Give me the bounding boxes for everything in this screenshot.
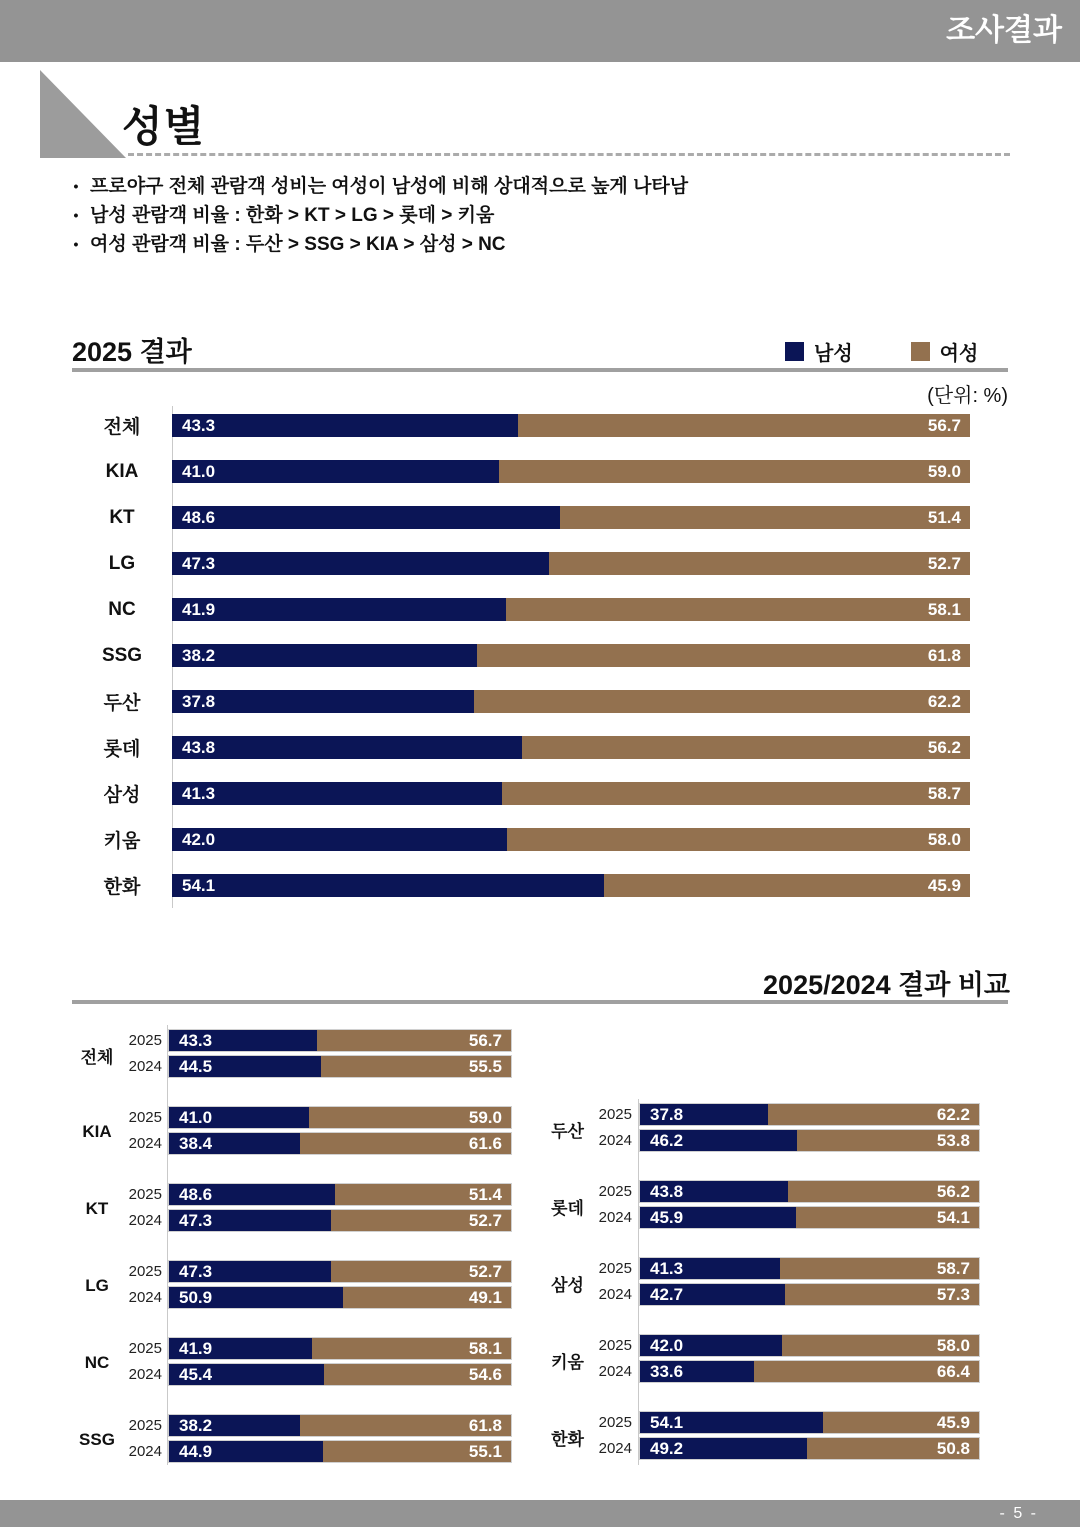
comparison-group-rows — [122, 1260, 512, 1312]
legend-item-male — [785, 337, 853, 366]
male-value: 41.3 — [650, 1258, 684, 1278]
male-segment — [169, 1415, 300, 1436]
female-segment — [788, 1181, 979, 1202]
female-value: 61.8 — [927, 645, 961, 665]
female-segment — [604, 874, 970, 897]
female-segment — [807, 1438, 979, 1459]
section-title: 성별 — [122, 103, 206, 150]
male-segment — [640, 1361, 754, 1382]
female-segment — [785, 1284, 979, 1305]
male-value: 41.0 — [182, 461, 216, 481]
comparison-row — [590, 1360, 980, 1383]
comparison-group-rows — [122, 1337, 512, 1389]
year-label: 2025 — [128, 1186, 162, 1203]
chart-legend — [785, 337, 978, 366]
male-value: 44.5 — [179, 1056, 213, 1076]
year-label: 2025 — [128, 1109, 162, 1126]
comparison-column-right — [545, 1103, 980, 1488]
comparison-group-rows — [122, 1106, 512, 1158]
stacked-bar — [172, 782, 970, 805]
bullet-dot: • — [73, 207, 79, 223]
female-segment — [754, 1361, 979, 1382]
female-value: 62.2 — [936, 1104, 970, 1124]
bullet-item — [62, 230, 962, 259]
female-value: 56.2 — [927, 737, 961, 757]
male-segment — [640, 1438, 807, 1459]
female-value: 52.7 — [468, 1210, 502, 1230]
male-value: 41.9 — [182, 599, 216, 619]
male-value: 43.3 — [179, 1030, 213, 1050]
male-value: 42.7 — [650, 1284, 684, 1304]
team-label: 삼성 — [103, 785, 141, 806]
female-value: 56.7 — [468, 1030, 502, 1050]
male-value: 44.9 — [179, 1441, 213, 1461]
comparison-title: 2025/2024 결과 비교 — [763, 970, 1010, 1000]
comparison-row — [590, 1437, 980, 1460]
male-segment — [172, 782, 502, 805]
stacked-bar — [172, 874, 970, 897]
comparison-row — [122, 1183, 512, 1206]
male-segment — [640, 1207, 796, 1228]
comparison-row — [122, 1440, 512, 1463]
comparison-group — [72, 1106, 512, 1158]
male-value: 43.8 — [182, 737, 216, 757]
title-triangle-decoration — [40, 70, 126, 158]
stacked-bar — [639, 1257, 980, 1280]
stacked-bar — [172, 506, 970, 529]
female-value: 55.1 — [468, 1441, 502, 1461]
female-value: 45.9 — [936, 1412, 970, 1432]
year-label: 2025 — [128, 1032, 162, 1049]
male-segment — [169, 1056, 321, 1077]
comparison-group-rows — [590, 1180, 980, 1232]
male-value: 48.6 — [179, 1184, 213, 1204]
female-segment — [317, 1030, 511, 1051]
female-value: 52.7 — [927, 553, 961, 573]
female-value: 66.4 — [936, 1361, 970, 1381]
comparison-group — [545, 1180, 980, 1232]
year-label: 2025 — [128, 1417, 162, 1434]
female-segment — [796, 1207, 979, 1228]
comparison-row — [590, 1129, 980, 1152]
male-value: 37.8 — [182, 691, 216, 711]
female-value: 57.3 — [936, 1284, 970, 1304]
comparison-group-rows — [590, 1103, 980, 1155]
year-label: 2024 — [128, 1366, 162, 1383]
team-label: KIA — [82, 1122, 112, 1141]
female-segment — [321, 1056, 511, 1077]
male-segment — [172, 552, 549, 575]
stacked-bar — [168, 1029, 512, 1052]
comparison-row — [122, 1260, 512, 1283]
female-segment — [331, 1261, 511, 1282]
stacked-bar — [172, 414, 970, 437]
male-value: 49.2 — [650, 1438, 684, 1458]
chart-2025-title: 2025 결과 — [72, 337, 192, 367]
male-segment — [169, 1338, 312, 1359]
female-segment — [309, 1107, 511, 1128]
stacked-bar — [639, 1411, 980, 1434]
female-value: 50.8 — [936, 1438, 970, 1458]
male-segment — [169, 1441, 323, 1462]
stacked-bar — [168, 1440, 512, 1463]
female-segment — [343, 1287, 511, 1308]
unit-note: (단위: %) — [927, 385, 1008, 407]
comparison-group — [72, 1337, 512, 1389]
comparison-group-rows — [590, 1334, 980, 1386]
female-value: 52.7 — [468, 1261, 502, 1281]
comparison-group-rows — [122, 1414, 512, 1466]
male-value: 43.3 — [182, 415, 216, 435]
female-value: 58.0 — [927, 829, 961, 849]
female-value: 49.1 — [468, 1287, 502, 1307]
female-segment — [323, 1441, 511, 1462]
year-label: 2024 — [128, 1443, 162, 1460]
male-value: 41.3 — [182, 783, 216, 803]
male-value: 33.6 — [650, 1361, 684, 1381]
female-segment — [797, 1130, 979, 1151]
year-label: 2024 — [128, 1058, 162, 1075]
male-value: 38.4 — [179, 1133, 213, 1153]
year-label: 2024 — [598, 1209, 632, 1226]
comparison-group — [545, 1257, 980, 1309]
male-segment — [640, 1335, 782, 1356]
bullet-text: 프로야구 전체 관람객 성비는 여성이 남성에 비해 상대적으로 높게 나타남 — [90, 176, 689, 197]
stacked-bar — [172, 690, 970, 713]
female-value: 59.0 — [927, 461, 961, 481]
legend-male-label: 남성 — [814, 343, 853, 365]
chart-row — [72, 690, 970, 713]
male-segment — [169, 1133, 300, 1154]
comparison-row — [590, 1283, 980, 1306]
comparison-group-rows — [590, 1257, 980, 1309]
male-segment — [169, 1364, 324, 1385]
comparison-divider — [72, 1000, 1008, 1004]
comparison-group — [72, 1414, 512, 1466]
male-segment — [640, 1130, 797, 1151]
year-label: 2025 — [598, 1414, 632, 1431]
male-segment — [640, 1412, 823, 1433]
female-segment — [549, 552, 970, 575]
comparison-row — [122, 1363, 512, 1386]
year-label: 2025 — [598, 1260, 632, 1277]
stacked-bar — [168, 1286, 512, 1309]
team-label: 두산 — [551, 1121, 584, 1141]
title-dashed-divider — [128, 153, 1010, 156]
comparison-row — [122, 1132, 512, 1155]
chart-2025-divider — [72, 368, 1008, 372]
stacked-bar — [639, 1437, 980, 1460]
team-label: KT — [85, 1199, 109, 1218]
female-segment — [560, 506, 970, 529]
chart-row — [72, 414, 970, 437]
chart-row — [72, 598, 970, 621]
year-label: 2024 — [128, 1289, 162, 1306]
team-label: SSG — [101, 644, 143, 666]
year-label: 2025 — [128, 1340, 162, 1357]
legend-item-female — [911, 337, 979, 366]
male-value: 42.0 — [650, 1335, 684, 1355]
male-segment — [640, 1181, 788, 1202]
female-value: 45.9 — [927, 875, 961, 895]
year-label: 2025 — [598, 1337, 632, 1354]
stacked-bar — [172, 460, 970, 483]
comparison-row — [590, 1334, 980, 1357]
year-label: 2024 — [598, 1363, 632, 1380]
top-banner — [0, 0, 1080, 62]
chart-row — [72, 782, 970, 805]
male-segment — [172, 874, 604, 897]
stacked-bar — [639, 1180, 980, 1203]
comparison-group — [72, 1029, 512, 1081]
bullet-dot: • — [73, 178, 79, 194]
male-segment — [640, 1284, 785, 1305]
female-value: 58.1 — [468, 1338, 502, 1358]
male-value: 47.3 — [182, 553, 216, 573]
male-segment — [169, 1107, 309, 1128]
male-segment — [640, 1104, 768, 1125]
female-segment — [502, 782, 970, 805]
female-segment — [780, 1258, 979, 1279]
male-segment — [172, 414, 518, 437]
comparison-group — [72, 1260, 512, 1312]
female-segment — [782, 1335, 979, 1356]
stacked-bar — [168, 1363, 512, 1386]
female-segment — [518, 414, 970, 437]
team-label: 삼성 — [551, 1275, 584, 1295]
team-label: KT — [109, 506, 135, 528]
male-value: 38.2 — [182, 645, 216, 665]
male-segment — [640, 1258, 780, 1279]
comparison-group-rows — [122, 1029, 512, 1081]
male-segment — [169, 1287, 343, 1308]
female-segment — [474, 690, 970, 713]
male-value: 50.9 — [179, 1287, 213, 1307]
year-label: 2024 — [128, 1212, 162, 1229]
team-label: KIA — [105, 460, 139, 482]
stacked-bar — [639, 1283, 980, 1306]
stacked-bar — [639, 1129, 980, 1152]
comparison-row — [122, 1106, 512, 1129]
summary-bullets — [62, 172, 962, 259]
comparison-row — [122, 1055, 512, 1078]
stacked-bar — [172, 598, 970, 621]
year-label: 2024 — [598, 1440, 632, 1457]
team-label: NC — [108, 598, 136, 620]
comparison-group — [545, 1411, 980, 1463]
female-value: 51.4 — [468, 1184, 502, 1204]
team-label: SSG — [79, 1430, 115, 1449]
stacked-bar — [639, 1206, 980, 1229]
comparison-row — [590, 1411, 980, 1434]
female-segment — [477, 644, 970, 667]
male-value: 37.8 — [650, 1104, 684, 1124]
comparison-row — [122, 1209, 512, 1232]
stacked-bar — [168, 1055, 512, 1078]
comparison-row — [122, 1337, 512, 1360]
page-number: - 5 - — [999, 1505, 1038, 1522]
stacked-bar — [172, 736, 970, 759]
page-footer — [0, 1500, 1080, 1527]
female-value: 62.2 — [927, 691, 961, 711]
female-segment — [335, 1184, 511, 1205]
male-value: 45.4 — [179, 1364, 213, 1384]
stacked-bar — [639, 1103, 980, 1126]
team-label: LG — [85, 1276, 109, 1295]
male-segment — [172, 506, 560, 529]
female-segment — [300, 1415, 511, 1436]
male-value: 54.1 — [650, 1412, 684, 1432]
stacked-bar — [168, 1260, 512, 1283]
male-value: 46.2 — [650, 1130, 684, 1150]
male-segment — [172, 690, 474, 713]
team-label: 롯데 — [551, 1198, 584, 1218]
team-label: 전체 — [103, 417, 141, 438]
team-label: 두산 — [103, 693, 141, 714]
team-label: 키움 — [103, 831, 141, 852]
comparison-group — [545, 1334, 980, 1386]
bullet-text: 여성 관람객 비율 : 두산 > SSG > KIA > 삼성 > NC — [90, 234, 506, 255]
comparison-row — [590, 1103, 980, 1126]
legend-female-label: 여성 — [939, 343, 979, 365]
female-value: 55.5 — [468, 1056, 502, 1076]
female-value: 54.6 — [468, 1364, 502, 1384]
comparison-row — [122, 1029, 512, 1052]
team-label: 한화 — [103, 877, 141, 898]
male-value: 43.8 — [650, 1181, 684, 1201]
chart-row — [72, 460, 970, 483]
team-label: 키움 — [551, 1352, 584, 1372]
female-segment — [331, 1210, 511, 1231]
male-segment — [169, 1261, 331, 1282]
year-label: 2025 — [128, 1263, 162, 1280]
bullet-item — [62, 201, 962, 230]
female-value: 59.0 — [468, 1107, 502, 1127]
stacked-bar — [168, 1337, 512, 1360]
female-value: 54.1 — [936, 1207, 970, 1227]
stacked-bar — [172, 552, 970, 575]
female-value: 56.2 — [936, 1181, 970, 1201]
stacked-bar — [168, 1183, 512, 1206]
male-value: 47.3 — [179, 1210, 213, 1230]
comparison-row — [122, 1414, 512, 1437]
stacked-bar — [172, 828, 970, 851]
male-value: 41.0 — [179, 1107, 213, 1127]
female-segment — [312, 1338, 511, 1359]
female-value: 58.7 — [927, 783, 961, 803]
female-segment — [507, 828, 970, 851]
banner-label: 조사결과 — [946, 14, 1062, 47]
female-value: 58.7 — [936, 1258, 970, 1278]
team-label: LG — [108, 552, 136, 574]
male-segment — [172, 598, 506, 621]
female-value: 58.1 — [927, 599, 961, 619]
chart-row — [72, 736, 970, 759]
bullet-dot: • — [73, 236, 79, 252]
stacked-bar — [168, 1106, 512, 1129]
comparison-column-left — [72, 1029, 512, 1491]
female-segment — [300, 1133, 511, 1154]
male-value: 42.0 — [182, 829, 216, 849]
chart-row — [72, 644, 970, 667]
female-value: 51.4 — [927, 507, 961, 527]
comparison-group-rows — [122, 1183, 512, 1235]
year-label: 2025 — [598, 1106, 632, 1123]
stacked-bar — [172, 644, 970, 667]
male-value: 54.1 — [182, 875, 216, 895]
year-label: 2024 — [598, 1132, 632, 1149]
male-segment — [172, 736, 522, 759]
year-label: 2024 — [598, 1286, 632, 1303]
female-segment — [768, 1104, 979, 1125]
female-value: 53.8 — [936, 1130, 970, 1150]
female-value: 58.0 — [936, 1335, 970, 1355]
stacked-bar — [168, 1132, 512, 1155]
male-value: 41.9 — [179, 1338, 213, 1358]
chart-2025 — [72, 406, 970, 920]
legend-female-swatch — [911, 342, 930, 361]
year-label: 2025 — [598, 1183, 632, 1200]
stacked-bar — [168, 1414, 512, 1437]
male-segment — [172, 644, 477, 667]
stacked-bar — [639, 1360, 980, 1383]
female-value: 61.8 — [468, 1415, 502, 1435]
comparison-row — [590, 1257, 980, 1280]
female-segment — [506, 598, 970, 621]
chart-row — [72, 874, 970, 897]
stacked-bar — [639, 1334, 980, 1357]
female-segment — [522, 736, 970, 759]
male-value: 45.9 — [650, 1207, 684, 1227]
chart-row — [72, 828, 970, 851]
male-segment — [169, 1184, 335, 1205]
bullet-text: 남성 관람객 비율 : 한화 > KT > LG > 롯데 > 키움 — [90, 205, 495, 226]
legend-male-swatch — [785, 342, 804, 361]
chart-row — [72, 506, 970, 529]
comparison-group — [545, 1103, 980, 1155]
male-segment — [169, 1210, 331, 1231]
female-value: 56.7 — [927, 415, 961, 435]
team-label: NC — [84, 1353, 110, 1372]
bullet-item — [62, 172, 962, 201]
team-label: 한화 — [551, 1429, 584, 1449]
female-segment — [499, 460, 970, 483]
male-segment — [172, 828, 507, 851]
female-segment — [324, 1364, 511, 1385]
comparison-group — [72, 1183, 512, 1235]
male-segment — [172, 460, 499, 483]
comparison-row — [590, 1180, 980, 1203]
female-value: 61.6 — [468, 1133, 502, 1153]
comparison-row — [590, 1206, 980, 1229]
female-segment — [823, 1412, 979, 1433]
team-label: 롯데 — [103, 739, 141, 760]
male-value: 38.2 — [179, 1415, 213, 1435]
comparison-row — [122, 1286, 512, 1309]
comparison-group-rows — [590, 1411, 980, 1463]
male-value: 47.3 — [179, 1261, 213, 1281]
year-label: 2024 — [128, 1135, 162, 1152]
male-segment — [169, 1030, 317, 1051]
male-value: 48.6 — [182, 507, 216, 527]
chart-row — [72, 552, 970, 575]
team-label: 전체 — [80, 1047, 114, 1067]
stacked-bar — [168, 1209, 512, 1232]
